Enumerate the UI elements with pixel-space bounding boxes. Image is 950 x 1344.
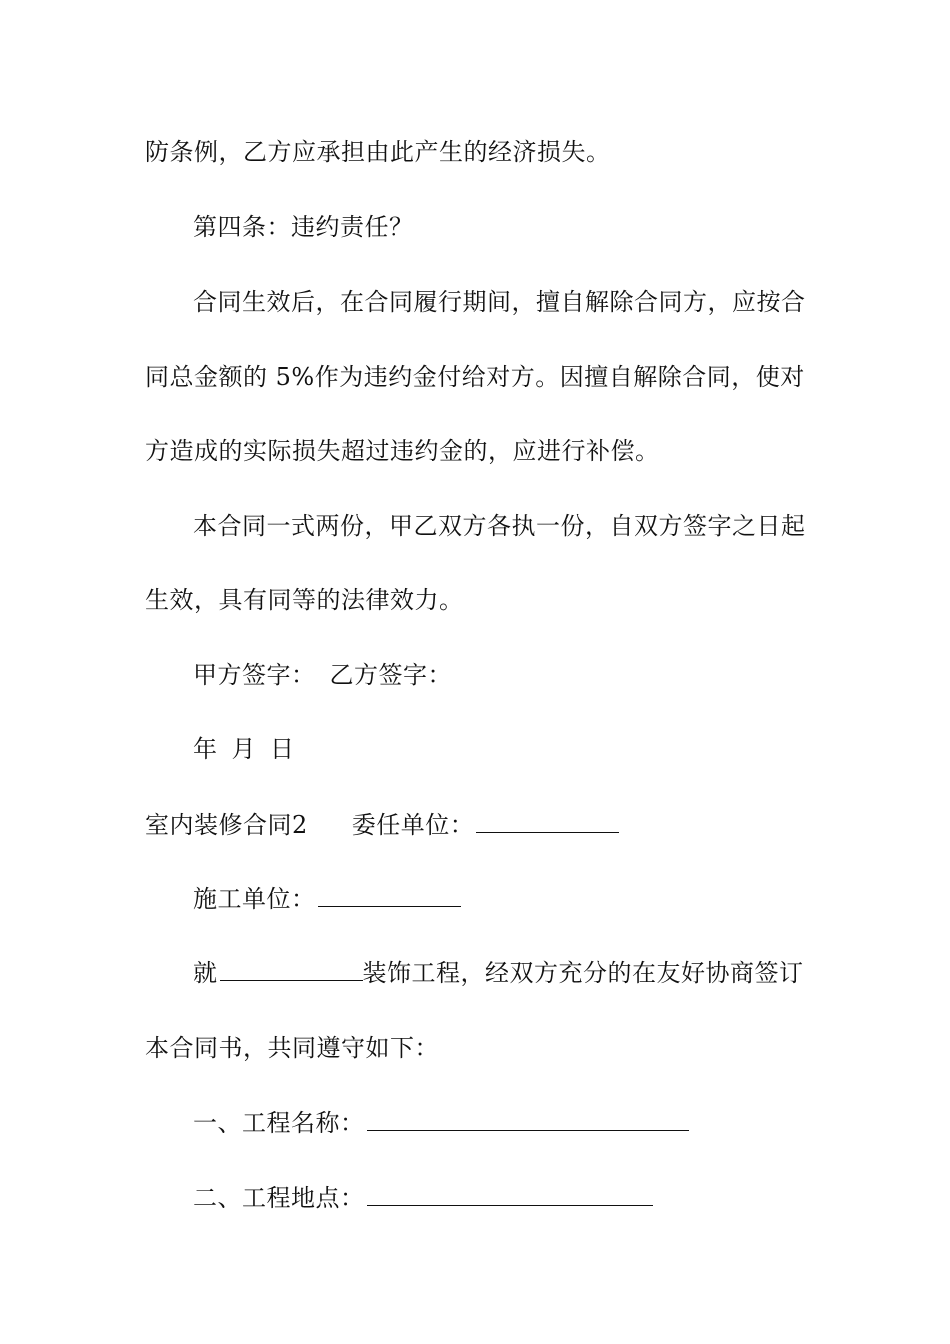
- text-line: 同总金额的 5%作为违约金付给对方。因擅自解除合同，使对: [145, 363, 805, 391]
- text-line: 方造成的实际损失超过违约金的，应进行补偿。: [145, 437, 660, 465]
- project-location-line: [193, 1183, 815, 1213]
- date-day: 日: [270, 735, 295, 763]
- date-line: [193, 734, 815, 764]
- signature-line: [193, 660, 815, 690]
- project-name-label: 一、工程名称：: [193, 1109, 365, 1137]
- project-name-blank: [367, 1110, 689, 1131]
- project-location-label: 二、工程地点：: [193, 1184, 365, 1212]
- client-label: 委任单位：: [351, 811, 475, 839]
- project-location-blank: [367, 1185, 653, 1206]
- intro-prefix: 就: [193, 959, 218, 987]
- text-line: 生效，具有同等的法律效力。: [145, 586, 464, 614]
- party-b-signature-label: 乙方签字：: [329, 661, 452, 689]
- project-blank: [220, 960, 363, 981]
- intro-line: [193, 958, 815, 988]
- date-month: 月: [231, 735, 256, 763]
- section-heading: 第四条：违约责任？: [193, 213, 414, 241]
- date-year: 年: [193, 735, 218, 763]
- text-line: 防条例，乙方应承担由此产生的经济损失。: [145, 138, 611, 166]
- builder-blank: [318, 886, 461, 907]
- text-line: 本合同书，共同遵守如下：: [145, 1034, 439, 1062]
- client-blank: [476, 812, 619, 833]
- contract-title-line: [145, 810, 815, 840]
- party-a-signature-label: 甲方签字：: [193, 661, 316, 689]
- builder-label: 施工单位：: [193, 885, 316, 913]
- builder-line: [193, 884, 815, 914]
- text-line: 合同生效后，在合同履行期间，擅自解除合同方，应按合: [193, 288, 806, 316]
- contract-title: 室内装修合同2: [145, 811, 308, 839]
- intro-suffix: 装饰工程，经双方充分的在友好协商签订: [362, 959, 804, 987]
- text-line: 本合同一式两份，甲乙双方各执一份，自双方签字之日起: [193, 512, 806, 540]
- project-name-line: [193, 1108, 815, 1138]
